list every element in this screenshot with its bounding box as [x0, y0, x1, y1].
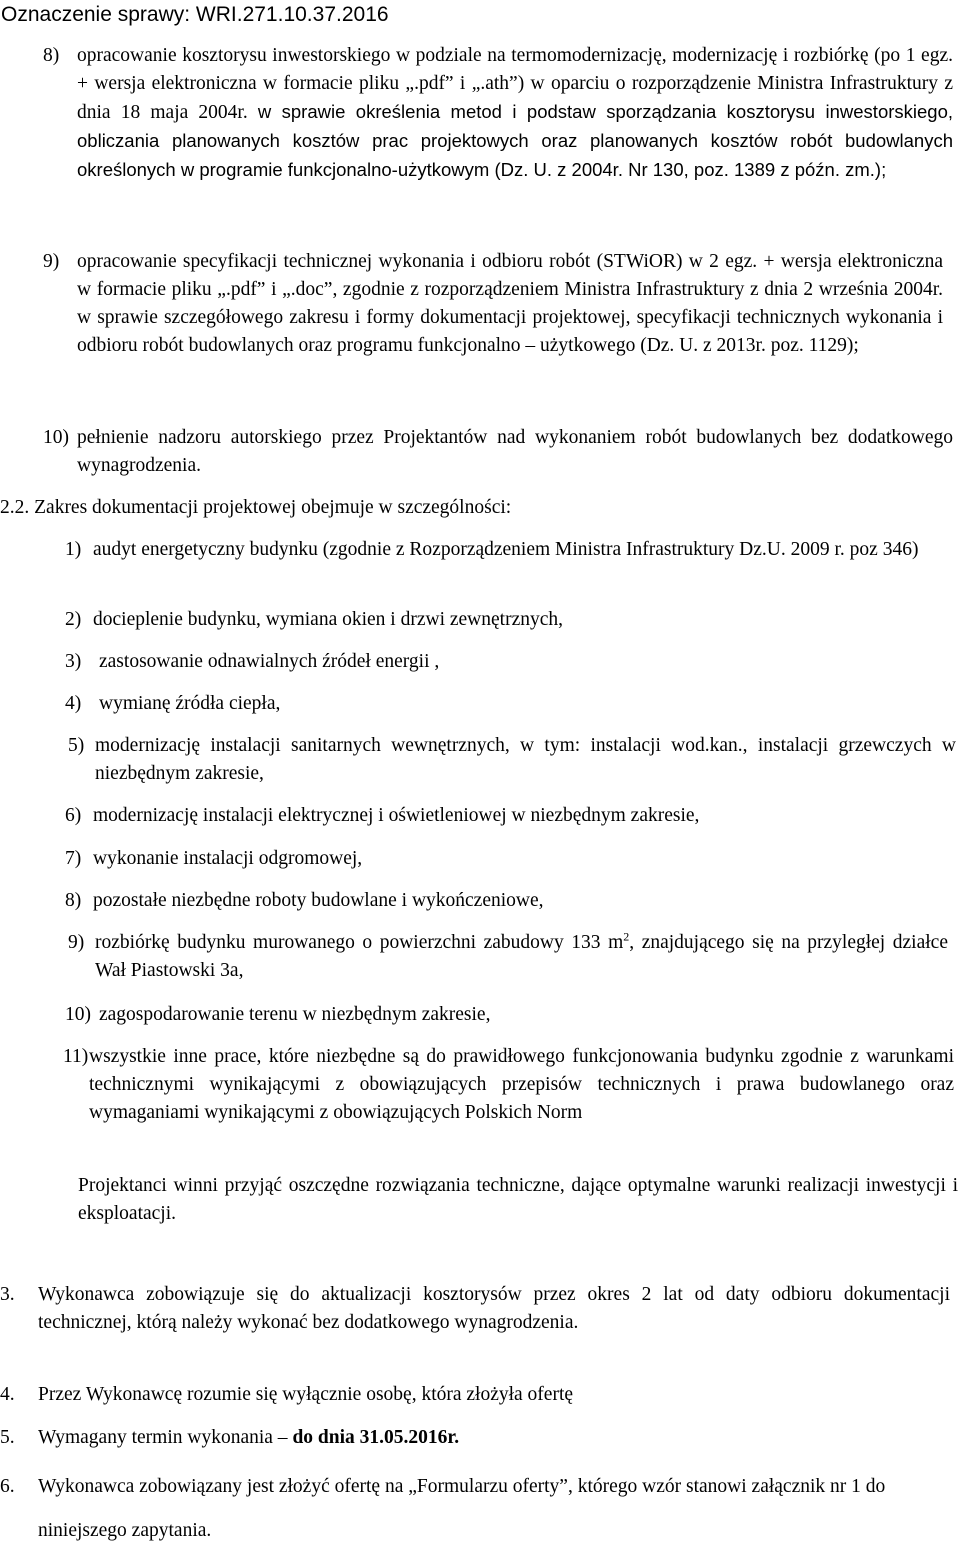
- list-item-text: audyt energetyczny budynku (zgodnie z Rozporządzeniem Ministra Infrastruktury Dz.U. 2009 r. poz 346): [93, 539, 919, 560]
- scope-item-4: [65, 690, 955, 718]
- list-item-text: pozostałe niezbędne roboty budowlane i wykończeniowe,: [93, 890, 544, 911]
- scope-item-7: [65, 845, 955, 873]
- point-number: 5.: [0, 1427, 15, 1448]
- list-item-text: wykonanie instalacji odgromowej,: [93, 848, 363, 869]
- point-6: [0, 1465, 910, 1553]
- list-item-number: 5): [68, 735, 85, 756]
- section-number: 2.2.: [0, 497, 30, 518]
- list-item-text: zastosowanie odnawialnych źródeł energii ,: [99, 651, 440, 672]
- list-item-number: 8): [43, 45, 60, 66]
- list-item-number: 4): [65, 693, 82, 714]
- point-number: 4.: [0, 1384, 15, 1405]
- list-item-text: wymianę źródła ciepła,: [99, 693, 281, 714]
- list-item-number: 8): [65, 890, 82, 911]
- case-number-text: Oznaczenie sprawy: WRI.271.10.37.2016: [1, 3, 389, 26]
- scope-item-3: [65, 648, 955, 676]
- point-text: Wykonawca zobowiązuje się do aktualizacji kosztorysów przez okres 2 lat od daty odbioru dokumentacji technicznej, którą należy wykonać bez dodatkowego wynagrodzenia.: [38, 1284, 950, 1333]
- point-text: Przez Wykonawcę rozumie się wyłącznie osobę, która złożyła ofertę: [38, 1384, 574, 1405]
- scope-item-10: [65, 1001, 955, 1029]
- point-number: 3.: [0, 1284, 15, 1305]
- list-item-9: [43, 248, 943, 360]
- scope-item-2: [65, 606, 955, 634]
- list-item-number: 9): [43, 251, 60, 272]
- list-item-number: 2): [65, 609, 82, 630]
- section-heading-2-2: [0, 494, 940, 522]
- list-item-text: modernizację instalacji sanitarnych wewnętrznych, w tym: instalacji wod.kan., instalacji grzewczych w niezbędnym zakresie,: [95, 735, 956, 784]
- scope-item-8: [65, 887, 955, 915]
- list-item-text: docieplenie budynku, wymiana okien i drzwi zewnętrznych,: [93, 609, 564, 630]
- list-item-number: 10): [65, 1004, 91, 1025]
- deadline-date: do dnia 31.05.2016r.: [292, 1427, 460, 1448]
- superscript-2: 2: [623, 929, 630, 944]
- list-item-text: pełnienie nadzoru autorskiego przez Projektantów nad wykonaniem robót budowlanych bez dodatkowego wynagrodzenia.: [77, 427, 953, 476]
- section-title: Zakres dokumentacji projektowej obejmuje w szczególności:: [34, 497, 512, 518]
- list-item-text: opracowanie specyfikacji technicznej wykonania i odbioru robót (STWiOR) w 2 egz. + wersja elektroniczna w formacie pliku „.pdf” i „.doc”, zgodnie z rozporządzeniem Ministra Infrastruktury z dnia 2 września 2004r. w sprawie szczegółowego zakresu i formy dokumentacji projektowej, specyfikacji technicznych wykonania i odbioru robót budowlanych oraz programu funkcjonalno – użytkowego (Dz. U. z 2013r. poz. 1129);: [77, 251, 943, 356]
- point-3: [0, 1281, 950, 1337]
- list-item-text-continued: w sprawie określenia metod i podstaw sporządzania kosztorysu inwestorskiego, obliczania planowanych kosztów prac projektowych oraz planowanych kosztów robót budowlanych określonych w programie funkcjonalno-użytkowym (Dz. U. z 2004r. Nr 130, poz. 1389 z późn. zm.);: [77, 101, 954, 180]
- list-item-text: zagospodarowanie terenu w niezbędnym zakresie,: [99, 1004, 491, 1025]
- list-item-text: opracowanie kosztorysu inwestorskiego w podziale na termomodernizację, modernizację i rozbiórkę (po 1 egz. + wersja elektroniczna w formacie pliku „.pdf” i „.ath”) w oparciu o rozporządzenie Ministra Infrastruktury z dnia 18 maja 2004r.: [77, 45, 953, 123]
- list-item-8: [43, 42, 953, 185]
- list-item-text-end: , znajdującego się na przyległej działce Wał Piastowski 3a,: [95, 932, 948, 981]
- list-item-text: wszystkie inne prace, które niezbędne są do prawidłowego funkcjonowania budynku zgodnie z warunkami technicznymi wynikającymi z obowiązujących przepisów technicznych i prawa budowlanego oraz wymaganiami wynikającymi z obowiązujących Polskich Norm: [89, 1046, 954, 1123]
- point-number: 6.: [0, 1476, 15, 1497]
- note-text: Projektanci winni przyjąć oszczędne rozwiązania techniczne, dające optymalne warunki realizacji inwestycji i eksploatacji.: [78, 1175, 958, 1224]
- list-item-text: modernizację instalacji elektrycznej i oświetleniowej w niezbędnym zakresie,: [93, 805, 700, 826]
- list-item-number: 9): [68, 932, 85, 953]
- point-text: Wymagany termin wykonania –: [38, 1427, 293, 1448]
- list-item-number: 7): [65, 848, 82, 869]
- list-item-number: 1): [65, 539, 82, 560]
- list-item-number: 3): [65, 651, 82, 672]
- scope-item-5: [68, 732, 956, 788]
- point-4: [0, 1381, 950, 1409]
- scope-item-1: [65, 536, 955, 564]
- list-item-10: [43, 424, 953, 480]
- point-text: Wykonawca zobowiązany jest złożyć ofertę na „Formularzu oferty”, którego wzór stanowi załącznik nr 1 do niniejszego zapytania.: [38, 1476, 886, 1541]
- list-item-number: 10): [43, 427, 69, 448]
- point-5: [0, 1424, 950, 1452]
- designers-note: [78, 1172, 958, 1228]
- list-item-number: 6): [65, 805, 82, 826]
- list-item-number: 11): [63, 1046, 89, 1067]
- scope-item-6: [65, 802, 955, 830]
- scope-item-11: [63, 1043, 954, 1127]
- case-number-header: [0, 0, 960, 31]
- list-item-text: rozbiórkę budynku murowanego o powierzchni zabudowy 133 m: [95, 932, 624, 953]
- scope-item-9: [68, 929, 948, 985]
